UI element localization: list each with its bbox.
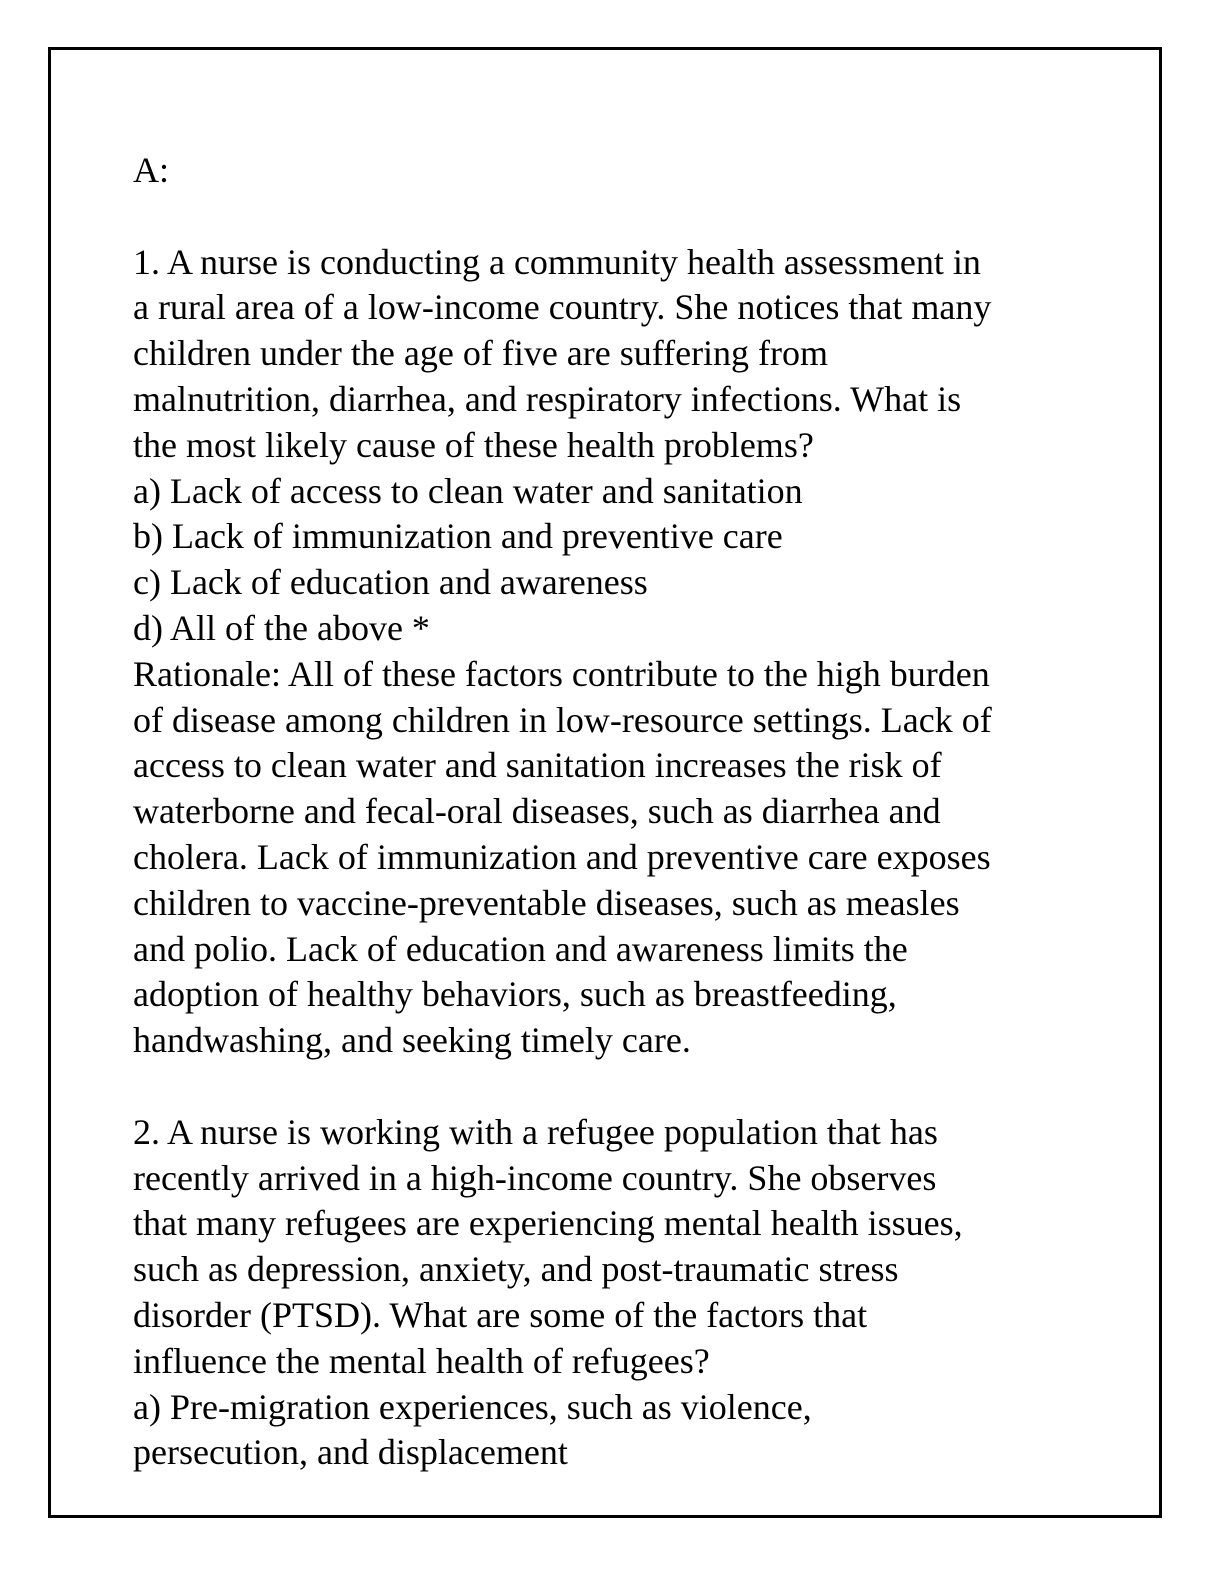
rationale-line: handwashing, and seeking timely care.	[133, 1020, 691, 1061]
answer-option: a) Lack of access to clean water and sanitation	[133, 470, 803, 511]
section-label: A:	[133, 150, 169, 190]
rationale-line: adoption of healthy behaviors, such as breastfeeding,	[133, 974, 897, 1015]
rationale-line: Rationale: All of these factors contribute to the high burden	[133, 653, 990, 694]
question-stem-line: malnutrition, diarrhea, and respiratory infections. What is	[133, 378, 962, 419]
answer-option: c) Lack of education and awareness	[133, 562, 648, 603]
question-stem-line: such as depression, anxiety, and post-traumatic stress	[133, 1249, 899, 1290]
question-stem-line: 1. A nurse is conducting a community health assessment in	[133, 241, 981, 282]
spacer	[133, 194, 1143, 240]
rationale-line: access to clean water and sanitation increases the risk of	[133, 745, 942, 786]
document-body	[133, 148, 1143, 1476]
rationale-line: and polio. Lack of education and awareness limits the	[133, 928, 908, 969]
question-stem-line: children under the age of five are suffering from	[133, 333, 829, 374]
answer-option: a) Pre-migration experiences, such as violence,	[133, 1386, 812, 1427]
answer-option-correct: d) All of the above *	[133, 607, 430, 648]
rationale-line: cholera. Lack of immunization and preventive care exposes	[133, 836, 991, 877]
spacer	[133, 1064, 1143, 1110]
answer-option: persecution, and displacement	[133, 1432, 568, 1473]
question-stem-line: recently arrived in a high-income country. She observes	[133, 1157, 937, 1198]
question-1	[133, 240, 1143, 1064]
question-2	[133, 1110, 1143, 1476]
question-stem-line: influence the mental health of refugees?	[133, 1340, 710, 1381]
question-stem-line: the most likely cause of these health problems?	[133, 424, 814, 465]
question-stem-line: that many refugees are experiencing mental health issues,	[133, 1203, 963, 1244]
rationale-line: children to vaccine-preventable diseases, such as measles	[133, 882, 960, 923]
question-stem-line: 2. A nurse is working with a refugee population that has	[133, 1111, 938, 1152]
answer-option: b) Lack of immunization and preventive care	[133, 516, 783, 557]
rationale-line: of disease among children in low-resource settings. Lack of	[133, 699, 992, 740]
question-stem-line: disorder (PTSD). What are some of the factors that	[133, 1294, 868, 1335]
rationale-line: waterborne and fecal-oral diseases, such as diarrhea and	[133, 791, 941, 832]
question-stem-line: a rural area of a low-income country. She notices that many	[133, 287, 992, 328]
